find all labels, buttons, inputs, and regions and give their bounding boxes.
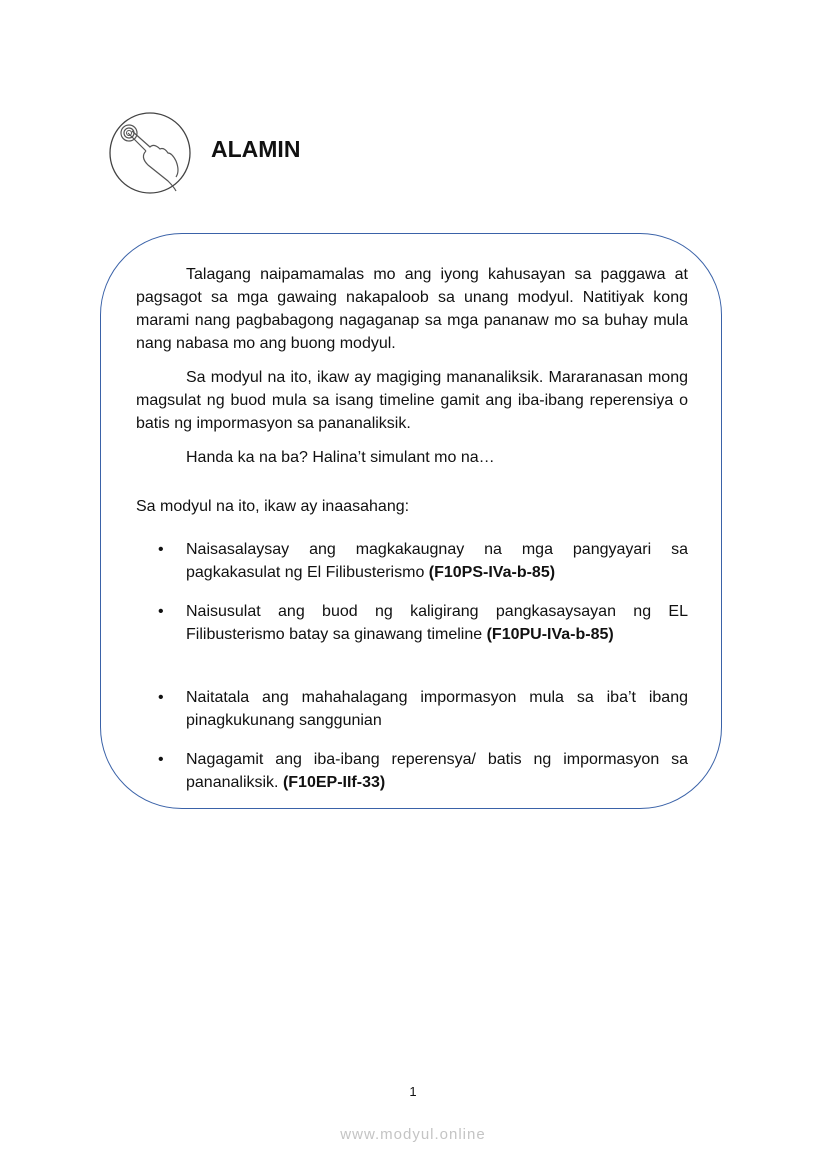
bullet-icon: • bbox=[158, 689, 164, 706]
competency-code: (F10PU-IVa-b-85) bbox=[486, 626, 614, 643]
objective-text: Nagagamit ang iba-ibang reperensya/ batis ng impormasyon sa pananaliksik. bbox=[186, 751, 688, 791]
objective-item bbox=[136, 748, 688, 794]
bullet-icon: • bbox=[158, 603, 164, 620]
page-number: 1 bbox=[409, 1084, 417, 1099]
objective-item bbox=[136, 686, 688, 732]
bullet-icon: • bbox=[158, 751, 164, 768]
competency-code: (F10PS-IVa-b-85) bbox=[428, 564, 556, 581]
bullet-icon: • bbox=[158, 541, 164, 558]
intro-paragraph: Handa ka na ba? Halina’t simulant mo na… bbox=[186, 449, 495, 466]
objective-text: Naitatala ang mahahalagang impormasyon mula sa iba’t ibang pinagkukunang sanggunian bbox=[186, 689, 688, 729]
objective-text: Naisasalaysay ang magkakaugnay na mga pangyayari sa pagkakasulat ng El Filibusterismo bbox=[186, 541, 688, 581]
objective-text: Naisusulat ang buod ng kaligirang pangkasaysayan ng EL Filibusterismo batay sa ginawang timeline bbox=[186, 603, 688, 643]
competency-code: (F10EP-IIf-33) bbox=[282, 774, 386, 791]
objective-item bbox=[136, 600, 688, 646]
page-title: ALAMIN bbox=[211, 136, 301, 162]
intro-paragraph: Sa modyul na ito, ikaw ay magiging mananaliksik. Mararanasan mong magsulat ng buod mula sa isang timeline gamit ang iba-ibang reperensiya o batis ng impormasyon sa pananaliksik. bbox=[136, 369, 688, 432]
hand-touch-icon bbox=[106, 111, 194, 195]
objectives-lead: Sa modyul na ito, ikaw ay inaasahang: bbox=[136, 498, 410, 515]
objective-item bbox=[136, 538, 688, 584]
content bbox=[136, 263, 688, 810]
intro-paragraph: Talagang naipamamalas mo ang iyong kahusayan sa paggawa at pagsagot sa mga gawaing nakapaloob sa unang modyul. Natitiyak kong marami nang pagbabagong nagaganap sa mga pananaw mo sa buhay mula nang nabasa mo ang buong modyul. bbox=[136, 266, 688, 352]
objectives-list bbox=[136, 538, 688, 794]
watermark: www.modyul.online bbox=[340, 1126, 486, 1143]
